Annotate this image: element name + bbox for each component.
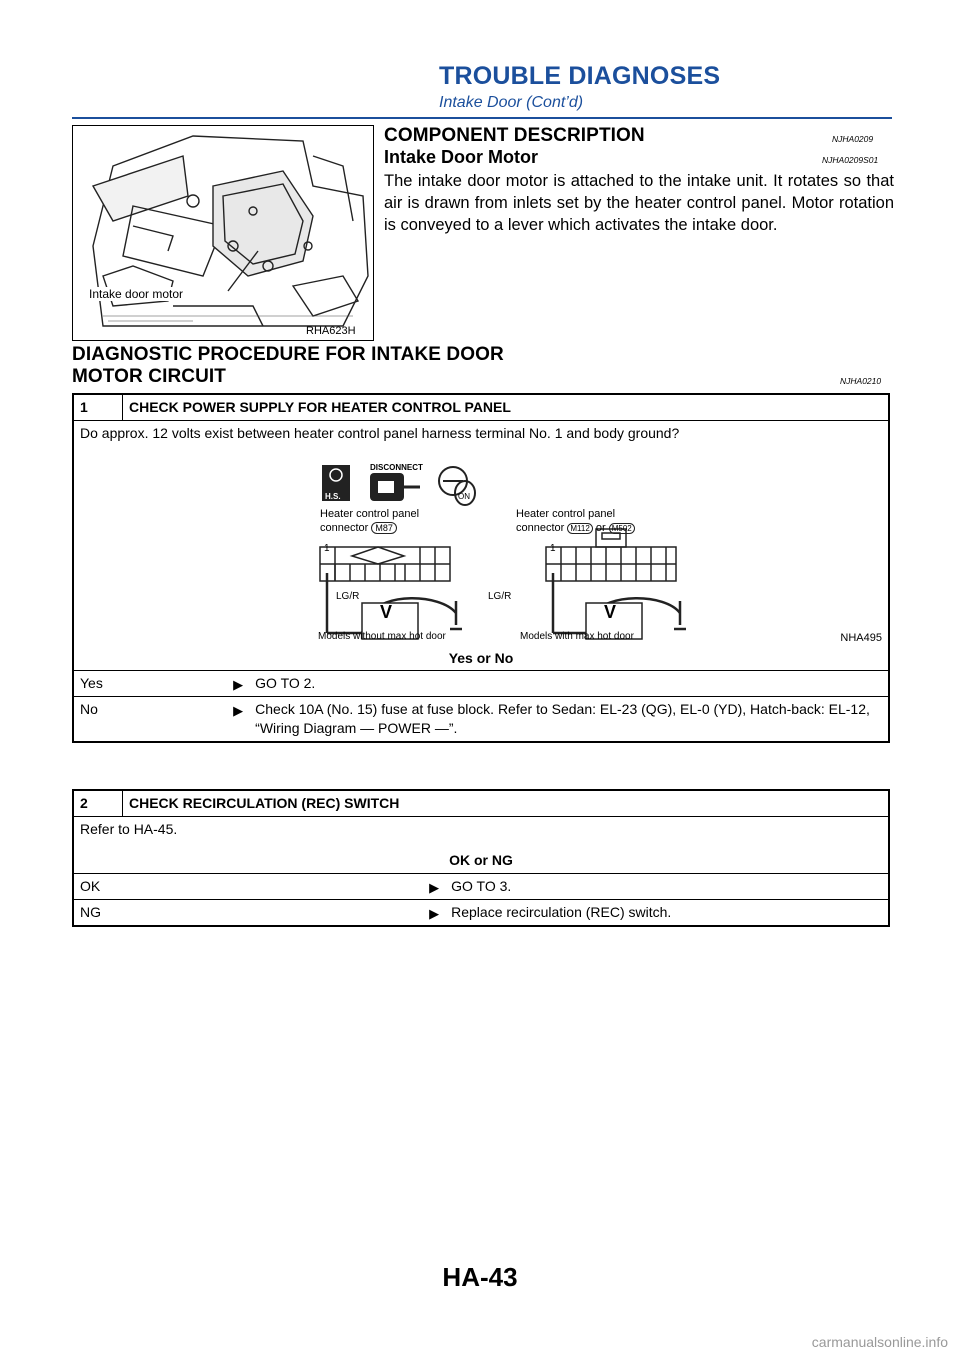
diagnostic-heading-line2: MOTOR CIRCUIT bbox=[72, 366, 226, 387]
connector-or: or bbox=[595, 522, 606, 534]
step1-body-row bbox=[73, 421, 889, 671]
watermark: carmanualsonline.info bbox=[811, 1334, 948, 1350]
step1-title: CHECK POWER SUPPLY FOR HEATER CONTROL PANEL bbox=[123, 394, 890, 421]
hs-label: H.S. bbox=[325, 492, 341, 501]
step2-answer-ok-row bbox=[73, 874, 889, 900]
right-voltmeter-symbol: V bbox=[604, 602, 617, 622]
intake-door-motor-label: Intake door motor bbox=[89, 287, 184, 301]
step1-number: 1 bbox=[73, 394, 123, 421]
step1-answer-no-key: No bbox=[80, 701, 98, 717]
section-title: TROUBLE DIAGNOSES bbox=[439, 62, 721, 90]
step1-answer-no-key-cell bbox=[73, 697, 249, 743]
step1-answer-no-action: Check 10A (No. 15) fuse at fuse block. Refer to Sedan: EL-23 (QG), EL-0 (YD), Hatch-back: EL-12, “Wiring Diagram — POWER —”. bbox=[249, 697, 889, 743]
diagnostic-heading-line1: DIAGNOSTIC PROCEDURE FOR INTAKE DOOR bbox=[72, 344, 504, 365]
component-description-heading: COMPONENT DESCRIPTION bbox=[384, 125, 645, 146]
intake-door-motor-ref-code: NJHA0209S01 bbox=[822, 155, 879, 165]
step2-question: Refer to HA-45. bbox=[80, 821, 178, 837]
step2-answer-ng-row bbox=[73, 900, 889, 927]
ignition-on-label: ON bbox=[458, 492, 470, 501]
component-description-text: The intake door motor is attached to the intake unit. It rotates so that air is drawn from inlets set by the heater control panel. Motor rotation is conveyed to a lever which activates the intake door. bbox=[384, 172, 894, 234]
step2-answer-ng-action: Replace recirculation (REC) switch. bbox=[445, 900, 889, 927]
left-connector-id: M87 bbox=[371, 522, 397, 534]
step2-answer-ng-key: NG bbox=[80, 904, 101, 920]
header-divider bbox=[72, 117, 892, 119]
right-connector-id-a: M112 bbox=[567, 523, 592, 534]
arrow-right-icon: ▶ bbox=[233, 677, 244, 692]
step2-title: CHECK RECIRCULATION (REC) SWITCH bbox=[123, 790, 890, 817]
disconnect-icon bbox=[370, 473, 420, 501]
section-subtitle: Intake Door (Cont’d) bbox=[439, 94, 584, 111]
step1-answer-yes-row bbox=[73, 671, 889, 697]
left-connector-title: Heater control panel bbox=[320, 508, 420, 520]
arrow-right-icon: ▶ bbox=[429, 906, 440, 921]
step1-answer-yes-action: GO TO 2. bbox=[249, 671, 889, 697]
step2-answer-ok-key-cell bbox=[73, 874, 445, 900]
left-diagram-caption: Models without max hot door bbox=[318, 631, 446, 642]
step1-answer-yes-key-cell bbox=[73, 671, 249, 697]
left-connector-shape bbox=[320, 547, 450, 581]
component-ref-code: NJHA0209 bbox=[832, 134, 874, 144]
intake-door-motor-figure bbox=[72, 125, 374, 341]
diagram-code: NHA495 bbox=[840, 632, 882, 644]
step1-answer-no-row bbox=[73, 697, 889, 743]
intake-door-motor-heading: Intake Door Motor bbox=[384, 147, 539, 167]
step2-answer-ng-key-cell bbox=[73, 900, 445, 927]
step2-answer-prompt: OK or NG bbox=[449, 852, 513, 868]
right-diagram-caption: Models with max hot door bbox=[520, 631, 634, 642]
step2-number: 2 bbox=[73, 790, 123, 817]
left-connector-word: connector bbox=[320, 522, 369, 534]
left-pin-label: 1 bbox=[324, 543, 330, 554]
left-connector-title-2 bbox=[320, 519, 397, 538]
voltage-check-diagram bbox=[80, 443, 884, 643]
right-connector-title-2 bbox=[516, 519, 635, 538]
right-wire-color: LG/R bbox=[488, 591, 512, 602]
diagnostic-ref-code: NJHA0210 bbox=[840, 376, 882, 386]
step1-answer-yes-key: Yes bbox=[80, 675, 103, 691]
step2-header-row bbox=[73, 790, 889, 817]
step1-table bbox=[72, 393, 890, 743]
step1-question: Do approx. 12 volts exist between heater control panel harness terminal No. 1 and body ground? bbox=[80, 425, 680, 441]
left-wire-color: LG/R bbox=[336, 591, 360, 602]
step2-body-row bbox=[73, 817, 889, 874]
step2-answer-ok-key: OK bbox=[80, 878, 101, 894]
step2-answer-ok-action: GO TO 3. bbox=[445, 874, 889, 900]
disconnect-label: DISCONNECT bbox=[370, 463, 423, 472]
arrow-right-icon: ▶ bbox=[429, 880, 440, 895]
step1-wiring-diagram bbox=[80, 443, 882, 643]
figure-code: RHA623H bbox=[306, 325, 356, 337]
right-connector-title: Heater control panel bbox=[516, 508, 616, 520]
step2-table bbox=[72, 789, 890, 927]
right-pin-label: 1 bbox=[550, 543, 556, 554]
left-voltmeter-symbol: V bbox=[380, 602, 393, 622]
arrow-right-icon: ▶ bbox=[233, 703, 244, 718]
intake-door-motor-illustration bbox=[73, 126, 374, 341]
step1-answer-prompt: Yes or No bbox=[448, 650, 514, 666]
step1-header-row bbox=[73, 394, 889, 421]
page-number: HA-43 bbox=[442, 1262, 518, 1292]
right-connector-id-b: M502 bbox=[609, 523, 635, 534]
right-connector-word: connector bbox=[516, 522, 565, 534]
